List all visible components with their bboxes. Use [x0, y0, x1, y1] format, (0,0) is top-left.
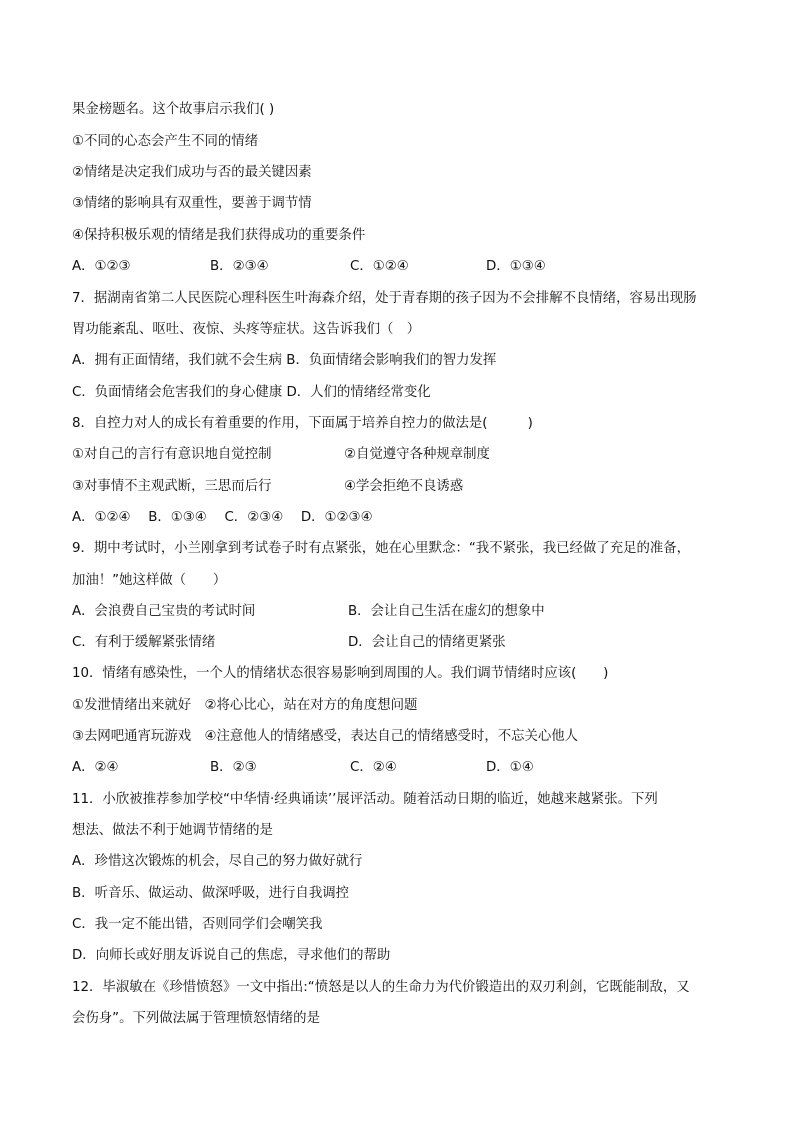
- option-c: C．①②④: [350, 259, 409, 274]
- option-d: D．①③④: [486, 259, 546, 274]
- statement-line: ③情绪的影响具有双重性，要善于调节情: [72, 196, 312, 211]
- q10-statements-row2: ③去网吧通宵玩游戏 ④注意他人的情绪感受，表达自己的情绪感受时，不忘关心他人: [72, 729, 579, 744]
- question-12-cont: 会伤身”。下列做法属于管理愤怒情绪的是: [72, 1011, 320, 1026]
- statement-line: ②情绪是决定我们成功与否的最关键因素: [72, 165, 312, 180]
- option-d: D．向师长或好朋友诉说自己的焦虑，寻求他们的帮助: [72, 948, 391, 963]
- option-c: C．有利于缓解紧张情绪: [72, 635, 216, 650]
- text-line: 果金榜题名。这个故事启示我们( ): [72, 102, 275, 117]
- option-b: B．②③: [210, 760, 257, 775]
- option-c: C．②④: [350, 760, 397, 775]
- statement-2: ②自觉遵守各种规章制度: [344, 447, 490, 462]
- option-d: D．会让自己的情绪更紧张: [348, 635, 506, 650]
- option-a: A．会浪费自己宝贵的考试时间: [72, 604, 256, 619]
- question-10: 10．情绪有感染性，一个人的情绪状态很容易影响到周围的人。我们调节情绪时应该( ): [72, 666, 609, 681]
- option-a: A．珍惜这次锻炼的机会，尽自己的努力做好就行: [72, 854, 363, 869]
- statement-3: ③对事情不主观武断，三思而后行: [72, 479, 272, 494]
- statement-line: ①不同的心态会产生不同的情绪: [72, 134, 259, 149]
- question-11-cont: 想法、做法不利于她调节情绪的是: [72, 823, 273, 838]
- statement-1: ①对自己的言行有意识地自觉控制: [72, 447, 272, 462]
- statement-line: ④保持积极乐观的情绪是我们获得成功的重要条件: [72, 228, 366, 243]
- question-7-cont: 胃功能紊乱、呕吐、夜惊、头疼等症状。这告诉我们（ ）: [72, 322, 421, 337]
- option-b: B．会让自己生活在虚幻的想象中: [348, 604, 545, 619]
- option-b: B．②③④: [210, 259, 269, 274]
- q7-options-ab: A．拥有正面情绪，我们就不会生病 B．负面情绪会影响我们的智力发挥: [72, 353, 497, 368]
- question-9-cont: 加油！”她这样做（ ）: [72, 573, 227, 588]
- q8-options: A．①②④ B．①③④ C．②③④ D．①②③④: [72, 510, 373, 525]
- question-12: 12．毕淑敏在《珍惜愤怒》一文中指出:“愤怒是以人的生命力为代价锻造出的双刃利剑，它既能制敌，又: [72, 980, 690, 995]
- question-9: 9．期中考试时，小兰刚拿到考试卷子时有点紧张，她在心里默念：“我不紧张，我已经做了充足的准备，: [72, 541, 691, 556]
- question-7: 7．据湖南省第二人民医院心理科医生叶海森介绍，处于青春期的孩子因为不会排解不良情绪，容易出现肠: [72, 291, 697, 306]
- option-a: A．②④: [72, 760, 119, 775]
- option-d: D．①④: [486, 760, 534, 775]
- option-a: A．①②③: [72, 259, 131, 274]
- statement-4: ④学会拒绝不良诱惑: [344, 479, 464, 494]
- q7-options-cd: C．负面情绪会危害我们的身心健康 D．人们的情绪经常变化: [72, 385, 431, 400]
- option-c: C．我一定不能出错，否则同学们会嘲笑我: [72, 917, 323, 932]
- question-8: 8．自控力对人的成长有着重要的作用，下面属于培养自控力的做法是( ): [72, 416, 533, 431]
- question-11: 11．小欣被推荐参加学校“中华情·经典诵读’’展评活动。随着活动日期的临近，她越来越紧张。下列: [72, 792, 658, 807]
- q10-statements-row1: ①发泄情绪出来就好 ②将心比心，站在对方的角度想问题: [72, 698, 418, 713]
- option-b: B．听音乐、做运动、做深呼吸，进行自我调控: [72, 886, 349, 901]
